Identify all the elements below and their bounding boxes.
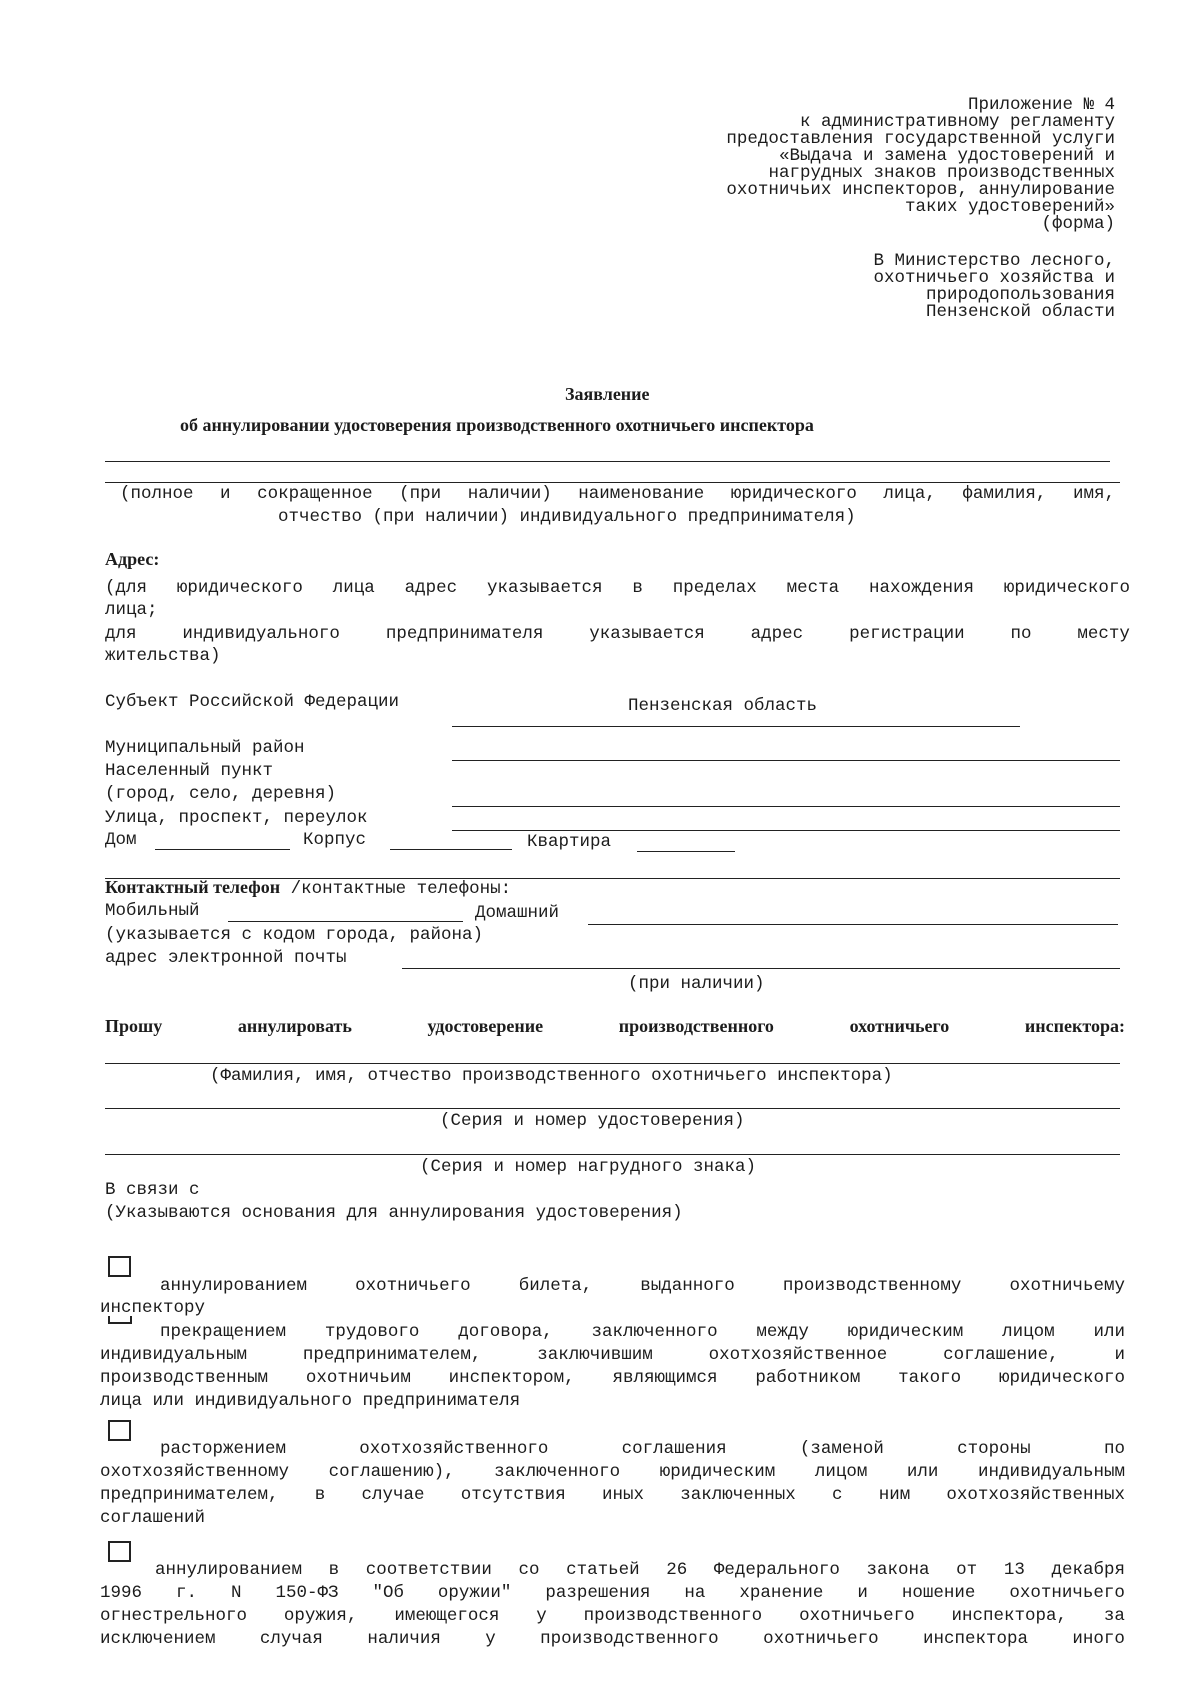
option-word: инспектором, bbox=[448, 1368, 575, 1388]
option-4-checkbox[interactable] bbox=[108, 1541, 131, 1562]
option-word: (заменой bbox=[799, 1439, 884, 1459]
applicant-caption-line-2: отчество (при наличии) индивидуального предпринимателя) bbox=[278, 507, 856, 527]
district-field[interactable] bbox=[452, 760, 1120, 761]
note-word: адрес bbox=[404, 578, 458, 598]
email-label: адрес электронной почты bbox=[105, 948, 347, 968]
street-label: Улица, проспект, переулок bbox=[105, 808, 368, 828]
option-1-line-2: инспектору bbox=[100, 1298, 206, 1318]
option-word: охотничьему bbox=[1009, 1276, 1125, 1296]
addressee-line: природопользования bbox=[925, 285, 1115, 305]
locality-field[interactable] bbox=[452, 806, 1120, 807]
option-word: огнестрельного bbox=[100, 1606, 248, 1626]
option-word: такого bbox=[898, 1368, 962, 1388]
option-word: юридического bbox=[998, 1368, 1125, 1388]
request-word: аннулировать bbox=[237, 1016, 352, 1036]
option-3-checkbox[interactable] bbox=[108, 1420, 131, 1441]
option-word: 150-ФЗ bbox=[275, 1583, 339, 1603]
option-4-line-2 bbox=[100, 1583, 1125, 1603]
option-word: охотничьего bbox=[355, 1276, 471, 1296]
note-word: указывается bbox=[589, 624, 705, 644]
home-phone-label: Домашний bbox=[475, 903, 560, 923]
building-label: Корпус bbox=[303, 830, 367, 850]
inspector-name-hint: (Фамилия, имя, отчество производственного охотничьего инспектора) bbox=[210, 1066, 893, 1086]
option-word: 13 bbox=[1003, 1560, 1025, 1580]
option-word: заключенного bbox=[494, 1462, 621, 1482]
option-word: или bbox=[906, 1462, 939, 1482]
option-2-checkbox[interactable] bbox=[108, 1316, 132, 1324]
contact-heading bbox=[105, 877, 511, 899]
appendix-line: Приложение № 4 bbox=[967, 95, 1115, 115]
note-word: лица bbox=[332, 578, 375, 598]
email-hint: (при наличии) bbox=[628, 974, 765, 994]
option-word: лицом bbox=[814, 1462, 868, 1482]
option-word: соответствии bbox=[365, 1560, 492, 1580]
option-word: трудового bbox=[324, 1322, 420, 1342]
option-word: юридическим bbox=[659, 1462, 776, 1482]
option-4-line-4 bbox=[100, 1629, 1125, 1649]
option-word: по bbox=[1103, 1439, 1125, 1459]
house-field[interactable] bbox=[155, 849, 290, 850]
option-word: с bbox=[831, 1485, 843, 1505]
option-word: декабря bbox=[1051, 1560, 1125, 1580]
option-word: индивидуальным bbox=[977, 1462, 1125, 1482]
apartment-label: Квартира bbox=[527, 832, 612, 852]
phone-code-hint: (указывается с кодом города, района) bbox=[105, 925, 484, 945]
option-word: производственному bbox=[782, 1276, 962, 1296]
caption-word: имя, bbox=[1072, 484, 1115, 504]
option-word: аннулированием bbox=[160, 1276, 308, 1296]
option-word: юридическим bbox=[847, 1322, 964, 1342]
option-word: за bbox=[1103, 1606, 1125, 1626]
note-word: по bbox=[1010, 624, 1032, 644]
option-word: иного bbox=[1072, 1629, 1125, 1649]
option-word: имеющегося bbox=[394, 1606, 500, 1626]
request-word: инспектора: bbox=[1024, 1016, 1125, 1036]
option-word: аннулированием bbox=[155, 1560, 303, 1580]
address-note-1 bbox=[105, 578, 1130, 598]
note-word: регистрации bbox=[849, 624, 965, 644]
option-word: производственного bbox=[583, 1606, 763, 1626]
note-word: для bbox=[105, 624, 137, 644]
option-word: между bbox=[756, 1322, 809, 1342]
option-word: отсутствия bbox=[460, 1485, 566, 1505]
address-label: Адрес: bbox=[105, 549, 160, 569]
option-word: работником bbox=[755, 1368, 861, 1388]
option-word: соглашению), bbox=[328, 1462, 455, 1482]
request-heading bbox=[105, 1016, 1125, 1037]
house-label: Дом bbox=[105, 830, 137, 850]
option-word: охотничьим bbox=[305, 1368, 411, 1388]
note-word: в bbox=[632, 578, 643, 598]
option-word: от bbox=[956, 1560, 978, 1580]
option-word: инспектора bbox=[922, 1629, 1029, 1649]
appendix-line: таких удостоверений» bbox=[904, 197, 1115, 217]
option-word: или bbox=[1093, 1322, 1125, 1342]
note-word: адрес bbox=[750, 624, 804, 644]
option-2-line-4: лица или индивидуального предпринимателя bbox=[100, 1391, 521, 1411]
mobile-field[interactable] bbox=[228, 921, 463, 922]
caption-word: лица, bbox=[883, 484, 936, 504]
subject-line bbox=[452, 726, 1020, 727]
option-word: Федерального bbox=[713, 1560, 840, 1580]
document-title: Заявление bbox=[565, 384, 650, 404]
note-word: индивидуального bbox=[182, 624, 340, 644]
caption-word: наличии) bbox=[467, 484, 552, 504]
note-word: предпринимателя bbox=[385, 624, 544, 644]
option-3-line-4: соглашений bbox=[100, 1508, 206, 1528]
inspector-name-field[interactable] bbox=[105, 1063, 1120, 1064]
option-word: предпринимателем, bbox=[302, 1345, 482, 1365]
option-word: разрешения bbox=[545, 1583, 651, 1603]
option-word: охотничьего bbox=[763, 1629, 879, 1649]
option-word: являющимся bbox=[612, 1368, 718, 1388]
option-word: ним bbox=[878, 1485, 911, 1505]
option-4-line-1 bbox=[155, 1560, 1125, 1580]
option-word: 26 bbox=[666, 1560, 688, 1580]
option-word: соглашения bbox=[621, 1439, 727, 1459]
reason-label: В связи с bbox=[105, 1180, 200, 1200]
note-word: нахождения bbox=[869, 578, 975, 598]
option-word: наличия bbox=[367, 1629, 441, 1649]
option-word: ношение bbox=[901, 1583, 976, 1603]
caption-word: наименование bbox=[578, 484, 705, 504]
option-word: в bbox=[314, 1485, 326, 1505]
caption-word: (полное bbox=[120, 484, 194, 504]
option-word: охотхозяйственное bbox=[708, 1345, 888, 1365]
option-word: расторжением bbox=[160, 1439, 287, 1459]
option-word: иных bbox=[601, 1485, 644, 1505]
option-word: хранение bbox=[739, 1583, 824, 1603]
caption-word: фамилия, bbox=[962, 484, 1047, 504]
option-word: соглашение, bbox=[943, 1345, 1059, 1365]
request-word: Прошу bbox=[105, 1016, 163, 1036]
option-word: закона bbox=[866, 1560, 930, 1580]
note-word: (для bbox=[105, 578, 148, 598]
option-word: на bbox=[684, 1583, 706, 1603]
note-word: указывается bbox=[487, 578, 603, 598]
option-word: статьей bbox=[566, 1560, 640, 1580]
option-2-line-2 bbox=[100, 1345, 1125, 1365]
home-phone-field[interactable] bbox=[588, 924, 1118, 925]
option-word: заключившим bbox=[537, 1345, 653, 1365]
note-word: месту bbox=[1077, 624, 1130, 644]
caption-word: юридического bbox=[730, 484, 857, 504]
option-word: билета, bbox=[518, 1276, 593, 1296]
option-word: со bbox=[518, 1560, 540, 1580]
option-word: г. bbox=[175, 1583, 197, 1603]
option-word: охотхозяйственного bbox=[359, 1439, 549, 1459]
address-note-4: жительства) bbox=[105, 646, 221, 666]
option-3-line-3 bbox=[100, 1485, 1125, 1505]
option-word: случае bbox=[361, 1485, 425, 1505]
option-2-line-1 bbox=[160, 1322, 1125, 1342]
contact-label-rest: /контактные телефоны: bbox=[290, 879, 512, 899]
option-word: и bbox=[1114, 1345, 1125, 1365]
caption-word: сокращенное bbox=[257, 484, 373, 504]
appendix-line: охотничьих инспекторов, аннулирование bbox=[726, 180, 1115, 200]
option-word: производственным bbox=[100, 1368, 269, 1388]
option-word: заключенных bbox=[680, 1485, 796, 1505]
option-word: исключением bbox=[100, 1629, 216, 1649]
reason-hint: (Указываются основания для аннулирования удостоверения) bbox=[105, 1203, 683, 1223]
building-field[interactable] bbox=[390, 849, 512, 850]
option-word: N bbox=[230, 1583, 242, 1603]
option-2-line-3 bbox=[100, 1368, 1125, 1388]
badge-number-field[interactable] bbox=[105, 1154, 1120, 1155]
appendix-line: «Выдача и замена удостоверений и bbox=[778, 146, 1115, 166]
address-note-2: лица; bbox=[105, 600, 158, 620]
option-word: выданного bbox=[640, 1276, 735, 1296]
addressee-line: В Министерство лесного, bbox=[873, 251, 1115, 271]
email-field[interactable] bbox=[402, 968, 1120, 969]
note-word: юридического bbox=[176, 578, 303, 598]
applicant-caption-line-1 bbox=[120, 484, 1115, 504]
subject-label: Субъект Российской Федерации bbox=[105, 692, 400, 712]
option-word: предпринимателем, bbox=[100, 1485, 279, 1505]
document-subtitle: об аннулировании удостоверения производственного охотничьего инспектора bbox=[180, 415, 814, 435]
option-1-checkbox[interactable] bbox=[108, 1256, 131, 1277]
note-word: юридического bbox=[1003, 578, 1130, 598]
option-word: в bbox=[328, 1560, 340, 1580]
addressee-line: Пензенской области bbox=[925, 302, 1115, 322]
appendix-line: предоставления государственной услуги bbox=[726, 129, 1115, 149]
appendix-line: (форма) bbox=[1041, 214, 1115, 234]
option-word: 1996 bbox=[100, 1583, 143, 1603]
option-word: и bbox=[857, 1583, 868, 1603]
option-word: индивидуальным bbox=[100, 1345, 248, 1365]
option-word: случая bbox=[259, 1629, 323, 1649]
option-4-line-3 bbox=[100, 1606, 1125, 1626]
appendix-block bbox=[726, 97, 1115, 233]
caption-word: и bbox=[220, 484, 231, 504]
option-word: охотхозяйственному bbox=[100, 1462, 290, 1482]
caption-word: (при bbox=[399, 484, 442, 504]
certificate-number-field[interactable] bbox=[105, 1108, 1120, 1109]
locality-label: Населенный пункт bbox=[105, 761, 274, 781]
option-word: прекращением bbox=[160, 1322, 287, 1342]
option-word: инспектора, bbox=[951, 1606, 1068, 1626]
option-3-line-2 bbox=[100, 1462, 1125, 1482]
subject-value[interactable]: Пензенская область bbox=[628, 696, 818, 716]
addressee-line: охотничьего хозяйства и bbox=[873, 268, 1115, 288]
request-word: удостоверение bbox=[427, 1016, 544, 1036]
option-1-line-1 bbox=[160, 1276, 1125, 1296]
option-word: договора, bbox=[458, 1322, 553, 1342]
option-word: у bbox=[485, 1629, 496, 1649]
option-word: "Об bbox=[372, 1583, 404, 1603]
locality-hint: (город, село, деревня) bbox=[105, 784, 337, 804]
note-word: пределах bbox=[672, 578, 757, 598]
mobile-label: Мобильный bbox=[105, 901, 200, 921]
option-word: охотхозяйственных bbox=[946, 1485, 1125, 1505]
option-word: стороны bbox=[957, 1439, 1031, 1459]
option-word: оружии" bbox=[437, 1583, 512, 1603]
addressee-block bbox=[873, 253, 1115, 321]
certificate-number-hint: (Серия и номер удостоверения) bbox=[440, 1111, 745, 1131]
note-word: места bbox=[786, 578, 840, 598]
appendix-line: нагрудных знаков производственных bbox=[768, 163, 1115, 183]
option-word: у bbox=[536, 1606, 547, 1626]
appendix-line: к административному регламенту bbox=[799, 112, 1115, 132]
option-word: заключенного bbox=[591, 1322, 718, 1342]
option-word: лицом bbox=[1002, 1322, 1055, 1342]
street-field[interactable] bbox=[452, 830, 1120, 831]
contact-label: Контактный телефон bbox=[105, 877, 281, 897]
option-word: охотничьего bbox=[799, 1606, 915, 1626]
applicant-line-1[interactable] bbox=[105, 461, 1110, 462]
option-word: оружия, bbox=[283, 1606, 358, 1626]
district-label: Муниципальный район bbox=[105, 738, 305, 758]
request-word: охотничьего bbox=[849, 1016, 950, 1036]
option-word: производственного bbox=[540, 1629, 719, 1649]
option-3-line-1 bbox=[160, 1439, 1125, 1459]
apartment-field[interactable] bbox=[637, 851, 735, 852]
badge-number-hint: (Серия и номер нагрудного знака) bbox=[420, 1157, 757, 1177]
address-note-3 bbox=[105, 624, 1130, 644]
applicant-line-2[interactable] bbox=[105, 482, 1120, 483]
option-word: охотничьего bbox=[1009, 1583, 1125, 1603]
request-word: производственного bbox=[618, 1016, 774, 1036]
